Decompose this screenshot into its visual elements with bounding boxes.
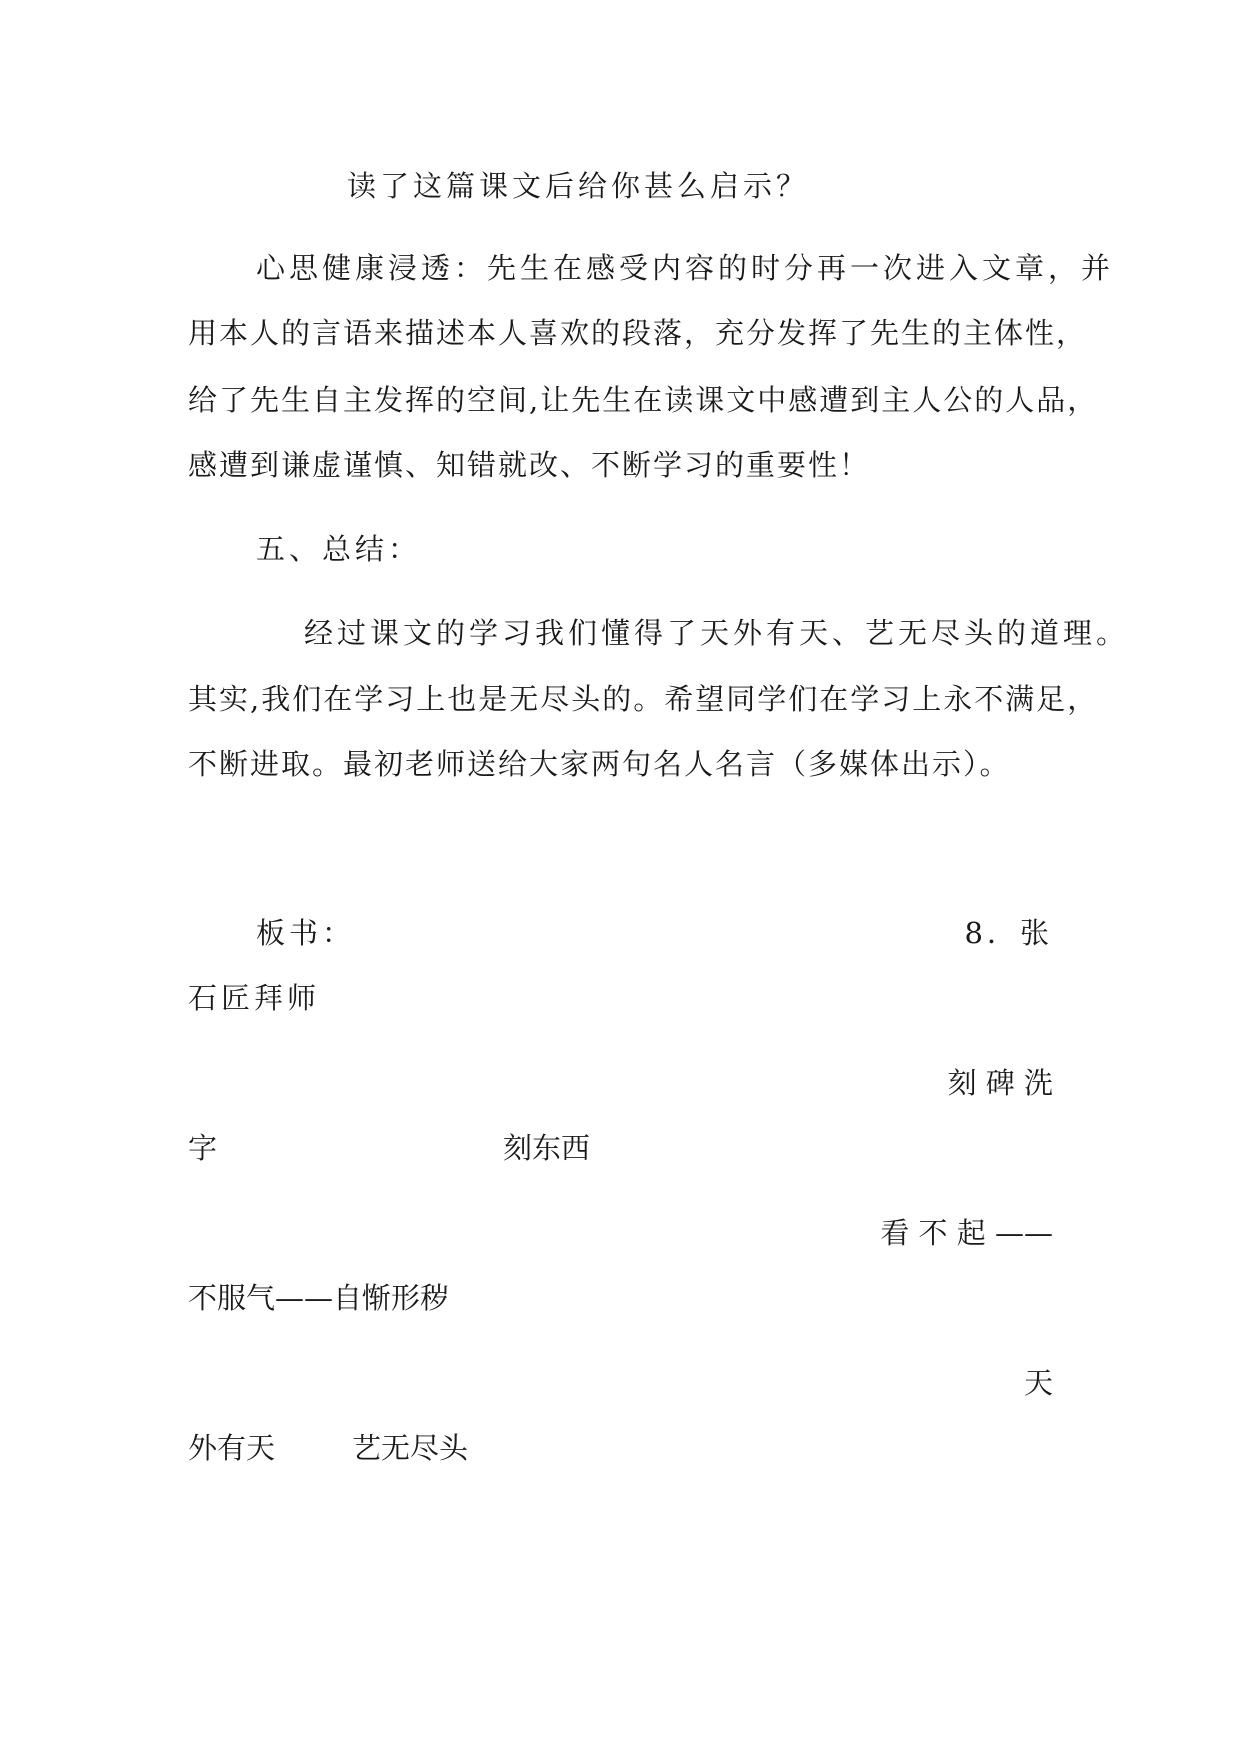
paragraph-line: 不断进取。最初老师送给大家两句名人名言（多媒体出示）。 [188,747,1011,781]
board-line: 刻东西 [503,1131,591,1165]
board-line: 看 不 起 —— [880,1216,1053,1250]
paragraph-line: 用本人的言语来描述本人喜欢的段落，充分发挥了先生的主体性， [188,316,1088,350]
board-title: 石匠拜师 [188,981,321,1015]
board-line: 外有天 [188,1431,276,1465]
board-line: 艺无尽头 [352,1431,469,1465]
paragraph-line: 心思健康浸透：先生在感受内容的时分再一次进入文章，并 [256,251,1115,285]
board-line: 刻 碑 洗 [947,1066,1053,1100]
board-line: 字 [188,1131,218,1165]
board-label: 板书： [256,916,356,950]
board-line: 天 [1023,1366,1053,1400]
paragraph-line: 感遭到谦虚谨慎、知错就改、不断学习的重要性！ [188,448,871,482]
paragraph-line: 经过课文的学习我们懂得了天外有天、艺无尽头的道理。 [304,616,1130,650]
board-line: 不服气——自惭形秽 [188,1281,450,1315]
paragraph-line: 给了先生自主发挥的空间,让先生在读课文中感遭到主人公的人品， [188,383,1099,417]
summary-heading: 五、总结： [256,532,422,566]
question-line: 读了这篇课文后给你甚么启示？ [347,169,810,203]
board-title: 8．张 [964,916,1053,950]
paragraph-line: 其实,我们在学习上也是无尽头的。希望同学们在学习上永不满足， [188,682,1099,716]
